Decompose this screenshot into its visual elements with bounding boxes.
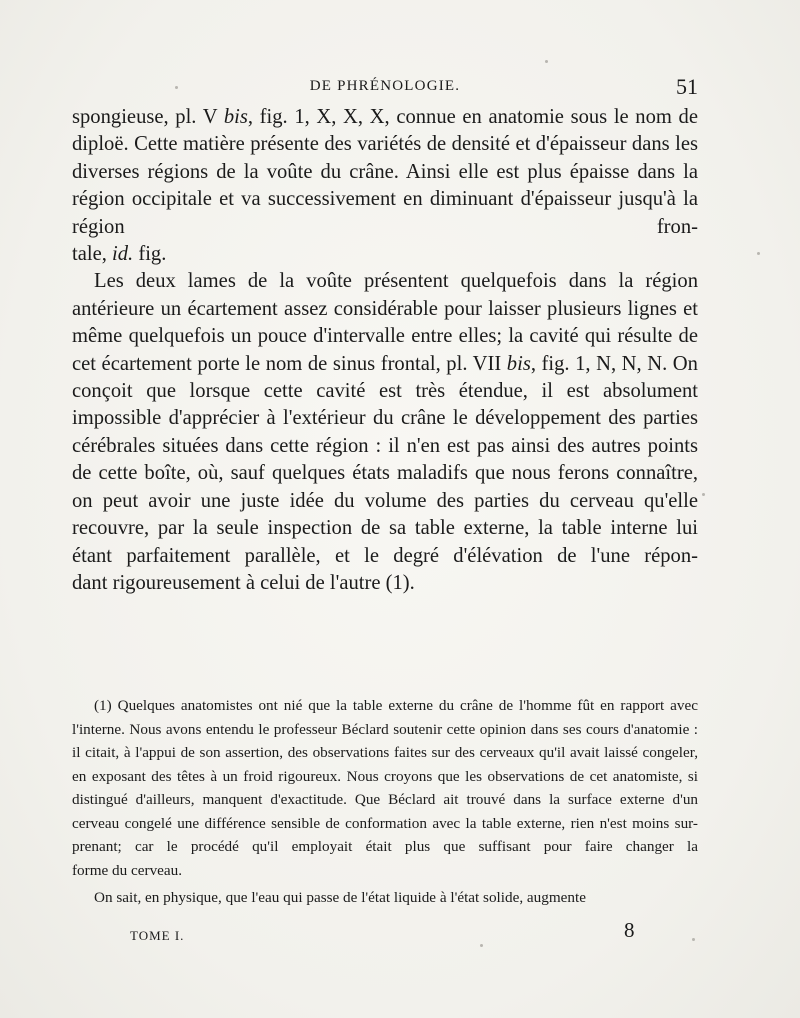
footnote-line: sur des cerveaux qu'il avait laissé congeler, en exposant des têtes à un froid rigoureux. <box>72 744 699 785</box>
text-line: , fig. 1, N, N, N. On conçoit <box>72 352 698 403</box>
paper-speck <box>545 60 548 63</box>
footnote-line: dans ses cours d'anatomie : il citait, à l'appui de son assertion, des observations faites <box>72 720 699 761</box>
footnote-line: d'exactitude. Que Béclard ait trouvé dans la surface externe d'un cerveau congelé <box>72 791 699 832</box>
text-line: nom de sinus frontal, pl. VII <box>265 352 507 375</box>
paper-speck <box>692 938 695 941</box>
footnote-line: une différence sensible de conformation avec la table externe, rien n'est moins sur- <box>177 814 698 832</box>
text-line: ainsi des autres points de cette boîte, où, sauf quelques états <box>72 434 699 485</box>
footnote-line: Nous croyons que les observations de cet anatomiste, si distingué d'ailleurs, manquent <box>72 767 698 808</box>
text-line: la seule inspection de sa table externe, la table interne lui étant <box>72 517 698 567</box>
text-line: plusieurs lignes et même quelquefois un pouce d'intervalle <box>72 297 698 348</box>
text-line: densité et d'épaisseur dans les diverses régions de la voûte du <box>72 133 699 183</box>
paragraph-2 <box>72 268 698 569</box>
signature-mark: 8 <box>624 918 635 942</box>
text-line: idée du volume des parties du cerveau qu'elle recouvre, par <box>72 489 699 540</box>
footnote-line: (1) Quelques anatomistes ont nié que la table externe du crâne de l'homme fût en <box>94 697 615 714</box>
footnote-block <box>72 694 698 910</box>
footnote-line: rapport avec l'interne. Nous avons entendu le professeur Béclard soutenir cette opinion <box>72 697 698 738</box>
footnote-1 <box>72 694 698 859</box>
text-line: impossible d'apprécier à l'extérieur du crâne le développement <box>72 407 601 430</box>
italic-term: bis <box>223 106 248 128</box>
main-text <box>72 104 698 597</box>
page-number: 51 <box>676 74 698 99</box>
text-line: région antérieure un écartement assez considérable pour laisser <box>72 270 698 320</box>
footnote-line: On sait, en physique, que l'eau qui passe de l'état liquide à l'état solide, augmente <box>94 889 586 906</box>
running-title: DE PHRÉNOLOGIE. <box>309 78 461 94</box>
paragraph-1 <box>72 104 698 241</box>
text-line: spongieuse, pl. V <box>72 106 224 128</box>
text-line: , fig. 1, X, X, X, connue en anatomie <box>247 106 564 128</box>
footnote-line: prenant; car le procédé qu'il employait était plus que suffisant pour faire changer la <box>72 838 698 855</box>
text-line: des parties cérébrales situées dans cette région : il n'en est pas <box>72 407 698 457</box>
text-line: que lorsque cette cavité est très étendue, il est absolument <box>146 380 698 403</box>
paragraph-2-end <box>72 570 698 597</box>
volume-label: TOME I. <box>130 928 185 943</box>
paper-speck <box>757 252 760 255</box>
page-header <box>72 76 698 102</box>
text-line: dant rigoureusement à celui de l'autre (1). <box>72 571 415 594</box>
text-line: parfaitement parallèle, et le degré d'élévation de l'une répon- <box>126 544 698 567</box>
footnote-continuation <box>72 886 698 910</box>
footnote-1-end <box>72 859 698 883</box>
italic-term: id. <box>112 243 134 266</box>
footnote-line: forme du cerveau. <box>72 861 183 879</box>
paragraph-1-end <box>72 241 698 268</box>
paper-speck <box>480 944 483 947</box>
italic-term: bis <box>506 352 531 375</box>
text-line: crâne. Ainsi elle est plus épaisse dans la région occipitale et va <box>72 160 699 211</box>
text-line: sous le nom de diploë. Cette matière présente des variétés de <box>72 106 698 156</box>
text-line: maladifs que nous ferons connaître, on peut avoir une juste <box>72 462 699 512</box>
paper-speck <box>702 493 705 496</box>
paper-speck <box>175 86 178 89</box>
text-line: tale, <box>72 243 113 266</box>
page-footer <box>72 918 698 948</box>
text-line: successivement en diminuant d'épaisseur jusqu'à la région fron- <box>72 188 698 238</box>
text-line: entre elles; la cavité qui résulte de cet écartement porte le <box>72 325 698 375</box>
text-line: fig. <box>133 243 167 266</box>
text-line: Les deux lames de la voûte présentent quelquefois dans la <box>94 270 634 293</box>
